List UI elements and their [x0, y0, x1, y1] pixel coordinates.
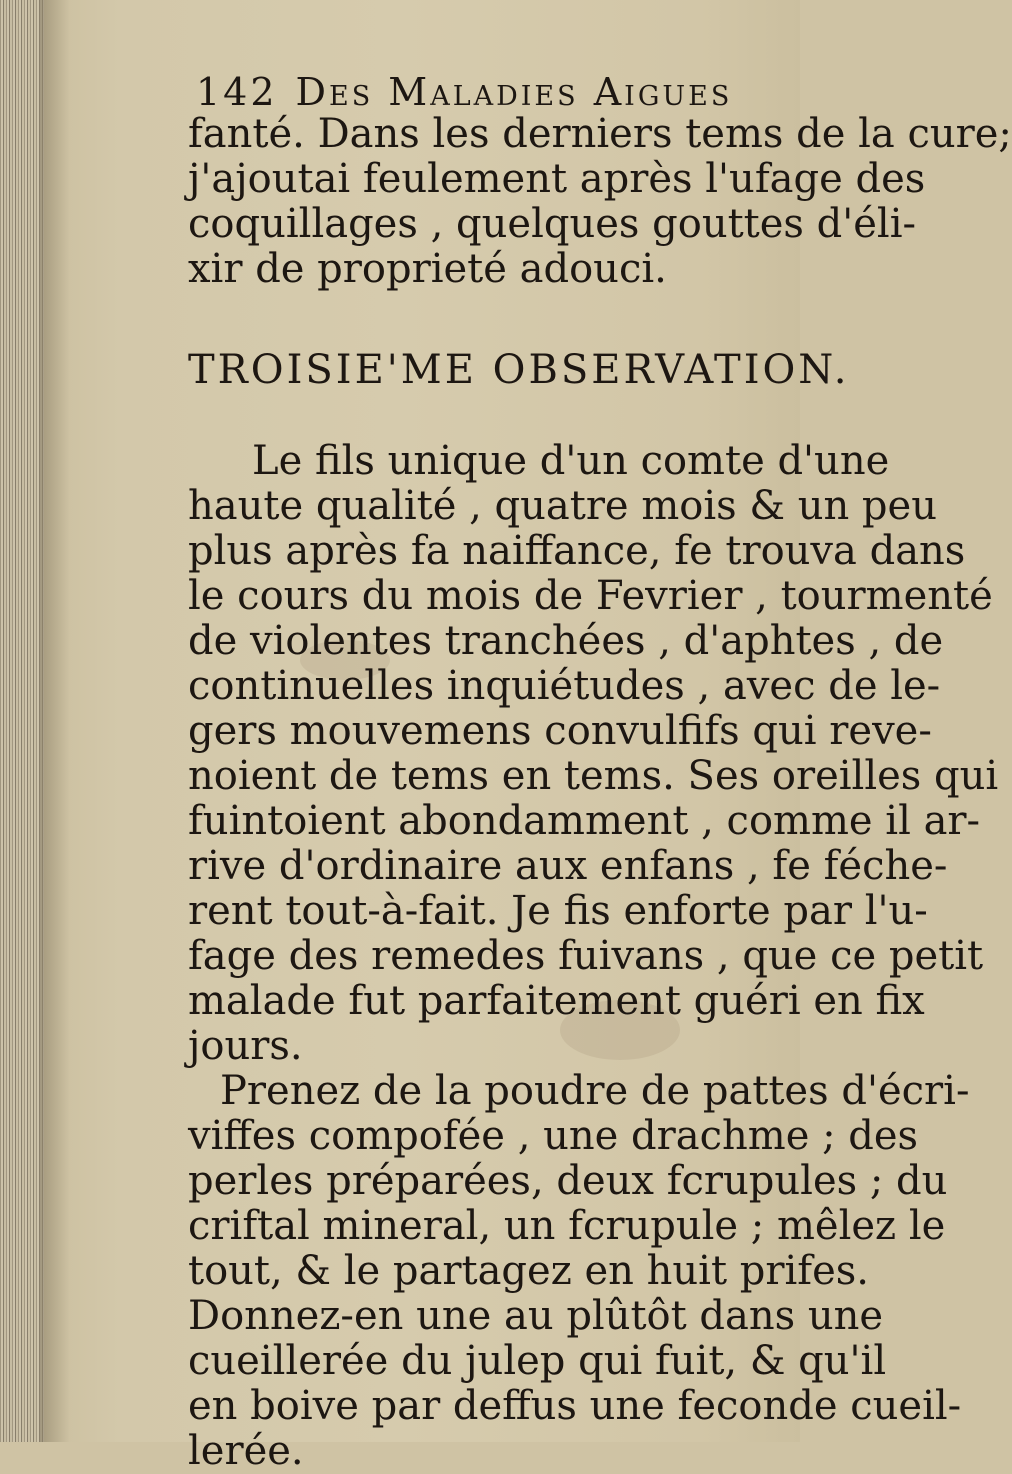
- text-line: cueillerée du julep qui fuit, & qu'il: [188, 1338, 887, 1384]
- text-line: continuelles inquiétudes , avec de le-: [188, 663, 941, 709]
- paragraph-1: [188, 438, 999, 1069]
- text-line: jours.: [188, 1023, 303, 1069]
- text-line: malade fut parfaitement guéri en fix: [188, 978, 925, 1024]
- text-line: j'ajoutai feulement après l'ufage des: [188, 156, 926, 202]
- text-line: coquillages , quelques gouttes d'éli-: [188, 201, 917, 247]
- page-number: 142: [196, 70, 278, 114]
- section-title: TROISIE'ME OBSERVATION.: [188, 347, 850, 393]
- text-line: le cours du mois de Fevrier , tourmenté: [188, 573, 993, 619]
- page-text: [188, 70, 1012, 1474]
- gutter-shadow: [40, 0, 70, 1442]
- text-line: Prenez de la poudre de pattes d'écri-: [220, 1068, 970, 1114]
- text-line: viffes compofée , une drachme ; des: [188, 1113, 919, 1159]
- text-line: haute qualité , quatre mois & un peu: [188, 483, 937, 529]
- opening-lines: [188, 111, 1012, 292]
- text-line: fanté. Dans les derniers tems de la cure;: [188, 111, 1012, 157]
- running-title: Des Maladies Aigues: [295, 70, 733, 114]
- paragraph-2: [188, 1068, 970, 1474]
- text-line: lerée.: [188, 1428, 304, 1474]
- text-line: xir de proprieté adouci.: [188, 246, 667, 292]
- text-line: perles préparées, deux fcrupules ; du: [188, 1158, 948, 1204]
- text-line: Le fils unique d'un comte d'une: [252, 438, 890, 484]
- text-line: Donnez-en une au plûtôt dans une: [188, 1293, 884, 1339]
- text-line: criftal mineral, un fcrupule ; mêlez le: [188, 1203, 946, 1249]
- text-line: noient de tems en tems. Ses oreilles qui: [188, 753, 999, 799]
- running-header: [196, 72, 792, 112]
- text-line: plus après fa naiffance, fe trouva dans: [188, 528, 966, 574]
- book-spine-edge: [0, 0, 44, 1442]
- text-line: gers mouvemens convulfifs qui reve-: [188, 708, 932, 754]
- text-line: de violentes tranchées , d'aphtes , de: [188, 618, 944, 664]
- text-line: rive d'ordinaire aux enfans , fe féche-: [188, 843, 948, 889]
- text-line: tout, & le partagez en huit prifes.: [188, 1248, 869, 1294]
- text-line: fuintoient abondamment , comme il ar-: [188, 798, 981, 844]
- text-line: en boive par deffus une feconde cueil-: [188, 1383, 962, 1429]
- text-line: rent tout-à-fait. Je fis enforte par l'u-: [188, 888, 928, 934]
- text-line: fage des remedes fuivans , que ce petit: [188, 933, 984, 979]
